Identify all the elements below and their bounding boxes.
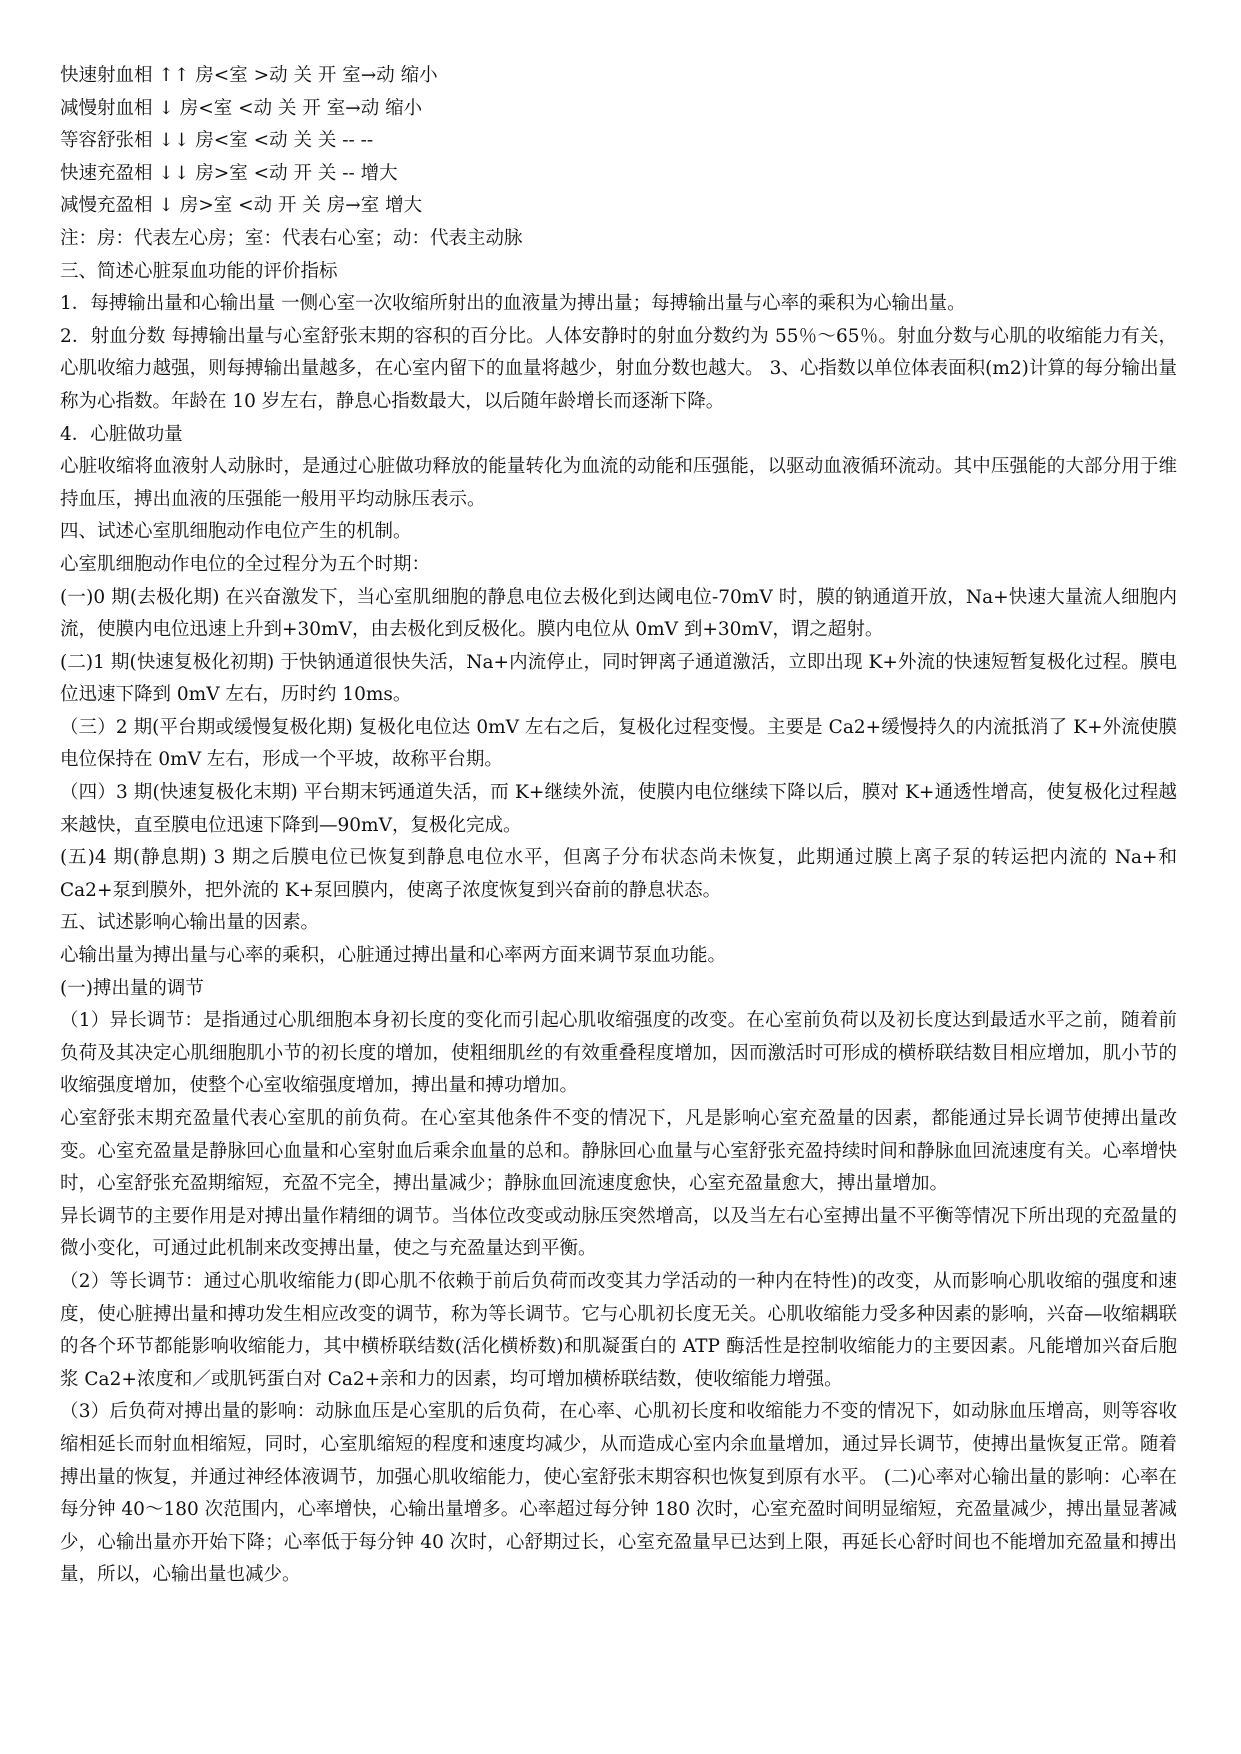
paragraph-action-potential-intro: 心室肌细胞动作电位的全过程分为五个时期：: [60, 553, 431, 575]
paragraph-cardiac-output-intro: 心输出量为搏出量与心率的乘积，心脏通过搏出量和心率两方面来调节泵血功能。: [60, 945, 727, 967]
paragraph-preload: 心室舒张末期充盈量代表心室肌的前负荷。在心室其他条件不变的情况下，凡是影响心室充盈量的因素，都能通过异长调节使搏出量改变。心室充盈量是静脉回心血量和心室射血后乘余血量的总和。静脉回心血量与心室舒张充盈持续时间和静脉血回流速度有关。心率增快时，心室舒张充盈期缩短，充盈不完全，搏出量减少；静脉血回流速度愈快，心室充盈量愈大，搏出量增加。: [60, 1108, 1177, 1195]
phase-line-rapid-ejection: 快速射血相 ↑↑ 房<室 >动 关 开 室→动 缩小: [60, 65, 438, 86]
subheading-stroke-volume-regulation: (一)搏出量的调节: [60, 977, 204, 999]
paragraph-phase-0: (一)0 期(去极化期) 在兴奋激发下，当心室肌细胞的静息电位去极化到达阈电位-70mV 时，膜的钠通道开放，Na+快速大量流人细胞内流，使膜内电位迅速上升到+30mV，由去极化到反极化。膜内电位从 0mV 到+30mV，谓之超射。: [60, 586, 1177, 641]
subheading-cardiac-work: 4．心脏做功量: [60, 423, 183, 445]
paragraph-heterometric-role: 异长调节的主要作用是对搏出量作精细的调节。当体位改变或动脉压突然增高，以及当左右心室搏出量不平衡等情况下所出现的充盈量的微小变化，可通过此机制来改变搏出量，使之与充盈量达到平衡。: [60, 1205, 1177, 1260]
paragraph-afterload-heart-rate: （3）后负荷对搏出量的影响：动脉血压是心室肌的后负荷，在心率、心肌初长度和收缩能力不变的情况下，如动脉血压增高，则等容收缩相延长而射血相缩短，同时，心室肌缩短的程度和速度均减少，从而造成心室内余血量增加，通过异长调节，使搏出量恢复正常。随着搏出量的恢复，并通过神经体液调节，加强心肌收缩能力，使心室舒张末期容积也恢复到原有水平。 (二)心率对心输出量的影响：心率在每分钟 40～180 次范围内，心率增快，心输出量增多。心率超过每分钟 180 次时，心室充盈时间明显缩短，充盈量减少，搏出量显著减少，心输出量亦开始下降；心率低于每分钟 40 次时，心舒期过长，心室充盈量早已达到上限，再延长心舒时间也不能增加充盈量和搏出量，所以，心输出量也减少。: [60, 1401, 1177, 1586]
paragraph-ejection-fraction: 2．射血分数 每搏输出量与心室舒张末期的容积的百分比。人体安静时的射血分数约为 55％～65％。射血分数与心肌的收缩能力有关，心肌收缩力越强，则每搏输出量越多，在心室内留下的血量将越少，射血分数也越大。 3、心指数以单位体表面积(m2)计算的每分输出量称为心指数。年龄在 10 岁左右，静息心指数最大，以后随年龄增长而逐渐下降。: [60, 325, 1177, 412]
paragraph-phase-1: (二)1 期(快速复极化初期) 于快钠通道很快失活，Na+内流停止，同时钾离子通道激活，立即出现 K+外流的快速短暂复极化过程。膜电位迅速下降到 0mV 左右，历时约 10ms。: [60, 651, 1177, 706]
paragraph-homometric-regulation: （2）等长调节：通过心肌收缩能力(即心肌不依赖于前后负荷而改变其力学活动的一种内在特性)的改变，从而影响心肌收缩的强度和速度，使心脏搏出量和搏功发生相应改变的调节，称为等长调节。它与心肌初长度无关。心肌收缩能力受多种因素的影响，兴奋—收缩耦联的各个环节都能影响收缩能力，其中横桥联结数(活化横桥数)和肌凝蛋白的 ATP 酶活性是控制收缩能力的主要因素。凡能增加兴奋后胞浆 Ca2+浓度和／或肌钙蛋白对 Ca2+亲和力的因素，均可增加横桥联结数，使收缩能力增强。: [60, 1270, 1177, 1390]
section-heading-action-potential: 四、试述心室肌细胞动作电位产生的机制。: [60, 521, 412, 543]
section-heading-pump-function: 三、简述心脏泵血功能的评价指标: [60, 260, 338, 282]
paragraph-phase-3: （四）3 期(快速复极化末期) 平台期末钙通道失活，而 K+继续外流，使膜内电位继续下降以后，膜对 K+通透性增高，使复极化过程越来越快，直至膜电位迅速下降到—90mV，复极化完成。: [60, 782, 1177, 836]
section-heading-cardiac-output: 五、试述影响心输出量的因素。: [60, 912, 320, 934]
paragraph-phase-4: (五)4 期(静息期) 3 期之后膜电位已恢复到静息电位水平，但离子分布状态尚未恢复，此期通过膜上离子泵的转运把内流的 Na+和 Ca2+泵到膜外，把外流的 K+泵回膜内，使离子浓度恢复到兴奋前的静息状态。: [60, 847, 1177, 901]
phase-line-reduced-ejection: 减慢射血相 ↓ 房<室 <动 关 开 室→动 缩小: [60, 97, 423, 119]
phase-line-reduced-filling: 减慢充盈相 ↓ 房>室 <动 开 关 房→室 增大: [60, 195, 423, 217]
paragraph-phase-2: （三）2 期(平台期或缓慢复极化期) 复极化电位达 0mV 左右之后，复极化过程变慢。主要是 Ca2+缓慢持久的内流抵消了 K+外流使膜电位保持在 0mV 左右，形成一个平坡，故称平台期。: [60, 716, 1177, 771]
paragraph-heterometric-regulation: （1）异长调节：是指通过心肌细胞本身初长度的变化而引起心肌收缩强度的改变。在心室前负荷以及初长度达到最适水平之前，随着前负荷及其决定心肌细胞肌小节的初长度的增加，使粗细肌丝的有效重叠程度增加，因而激活时可形成的横桥联结数目相应增加，肌小节的收缩强度增加，使整个心室收缩强度增加，搏出量和搏功增加。: [60, 1010, 1177, 1097]
paragraph-cardiac-work: 心脏收缩将血液射人动脉时，是通过心脏做功释放的能量转化为血流的动能和压强能，以驱动血液循环流动。其中压强能的大部分用于维持血压，搏出血液的压强能一般用平均动脉压表示。: [60, 456, 1177, 510]
phase-note: 注：房：代表左心房；室：代表右心室；动：代表主动脉: [60, 227, 523, 249]
phase-line-rapid-filling: 快速充盈相 ↓↓ 房>室 <动 开 关 -- 增大: [60, 162, 398, 184]
paragraph-stroke-volume: 1．每搏输出量和心输出量 一侧心室一次收缩所射出的血液量为搏出量；每搏输出量与心率的乘积为心输出量。: [60, 293, 966, 315]
phase-line-isovolumic-relaxation: 等容舒张相 ↓↓ 房<室 <动 关 关 -- --: [60, 130, 374, 152]
